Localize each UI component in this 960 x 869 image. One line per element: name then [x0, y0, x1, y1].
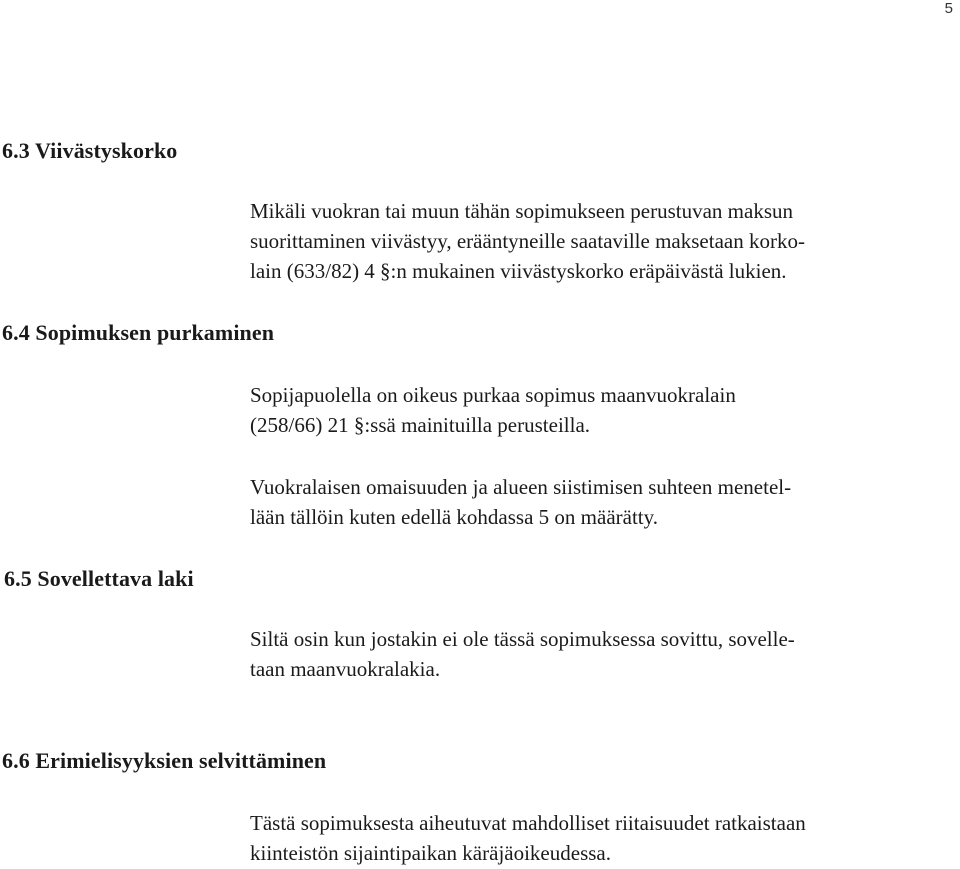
paragraph-6-5-1 [250, 624, 795, 684]
section-heading-6-4: 6.4 Sopimuksen purkaminen [2, 320, 275, 345]
paragraph-line: (258/66) 21 §:ssä mainituilla perusteilla. [250, 413, 591, 437]
paragraph-line: suorittaminen viivästyy, erääntyneille saataville maksetaan korko- [250, 229, 805, 253]
page-number: 5 [944, 0, 953, 17]
paragraph-6-4-1 [250, 380, 736, 440]
paragraph-line: Sopijapuolella on oikeus purkaa sopimus maanvuokralain [250, 383, 736, 407]
paragraph-line: taan maanvuokralakia. [250, 657, 441, 681]
paragraph-6-4-2 [250, 472, 791, 532]
paragraph-6-3-1 [250, 196, 805, 286]
paragraph-line: kiinteistön sijaintipaikan käräjäoikeudessa. [250, 841, 611, 865]
paragraph-line: Siltä osin kun jostakin ei ole tässä sopimuksessa sovittu, sovelle- [250, 627, 795, 651]
paragraph-6-6-1 [250, 808, 806, 868]
paragraph-line: Tästä sopimuksesta aiheutuvat mahdolliset riitaisuudet ratkaistaan [250, 811, 806, 835]
paragraph-line: lään tällöin kuten edellä kohdassa 5 on määrätty. [250, 505, 659, 529]
section-heading-6-5: 6.5 Sovellettava laki [4, 566, 194, 591]
paragraph-line: lain (633/82) 4 §:n mukainen viivästyskorko eräpäivästä lukien. [250, 259, 787, 283]
section-heading-6-6: 6.6 Erimielisyyksien selvittäminen [2, 748, 327, 773]
paragraph-line: Mikäli vuokran tai muun tähän sopimukseen perustuvan maksun [250, 199, 793, 223]
section-heading-6-3: 6.3 Viivästyskorko [2, 138, 178, 163]
paragraph-line: Vuokralaisen omaisuuden ja alueen siistimisen suhteen menetel- [250, 475, 792, 499]
